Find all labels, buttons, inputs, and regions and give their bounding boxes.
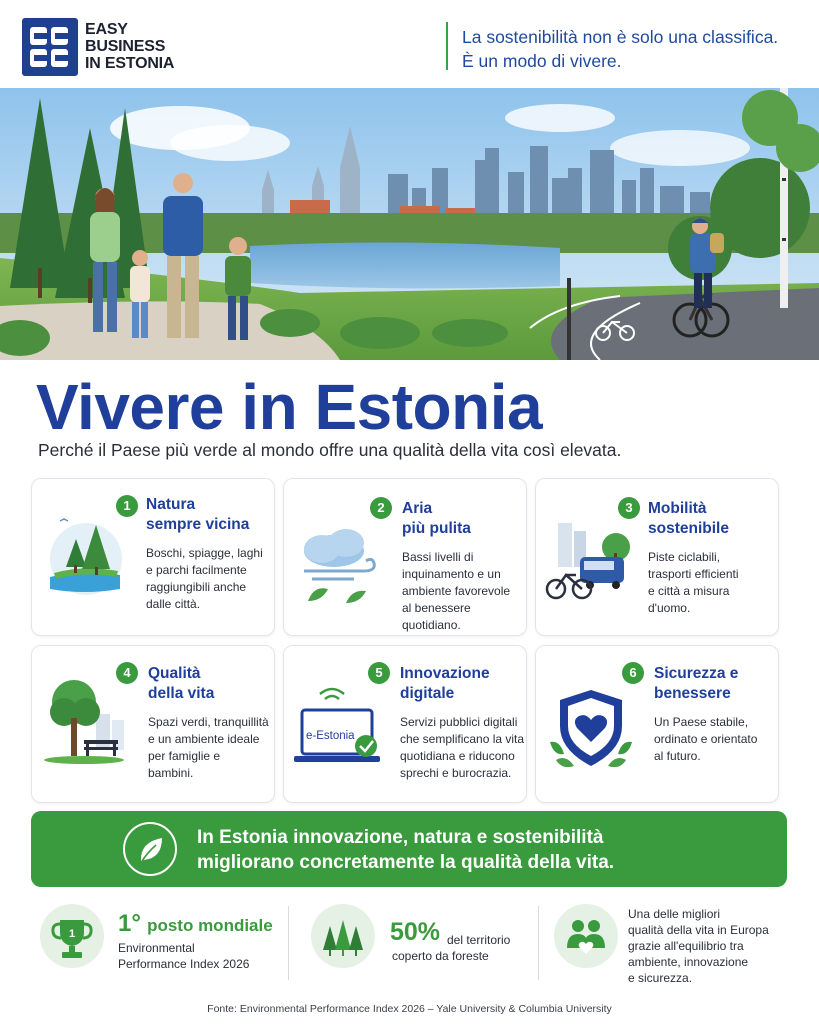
logo-icon [22, 18, 78, 76]
card-desc-line: al futuro. [654, 749, 701, 763]
feature-card-digital [283, 645, 527, 803]
leaf-icon [123, 822, 177, 876]
stat-rank-value: 1° [118, 910, 141, 937]
card-title [400, 664, 490, 704]
card-description [648, 549, 739, 617]
logo-line: BUSINESS [85, 38, 166, 55]
card-desc-line: Bassi livelli di [402, 550, 474, 564]
feature-card-safety [535, 645, 779, 803]
card-title [148, 664, 214, 704]
card-title-line: digitale [400, 685, 455, 702]
card-title-line: Natura [146, 496, 196, 513]
stat-divider [288, 906, 289, 980]
card-desc-line: per famiglie e [148, 749, 221, 763]
park-icon [42, 674, 132, 774]
card-title [402, 499, 471, 539]
stat-forest-text: coperto da foreste [392, 949, 489, 963]
trophy-icon [40, 904, 104, 968]
card-title-line: Sicurezza e [654, 665, 739, 682]
card-number-badge: 4 [116, 662, 138, 684]
card-desc-line: bambini. [148, 766, 194, 780]
logo-line: EASY [85, 21, 128, 38]
card-title-line: Aria [402, 500, 433, 517]
banner-line: migliorano concretamente la qualità della vita. [197, 852, 615, 873]
stat-quality-line: e sicurezza. [628, 971, 693, 985]
card-number-badge: 6 [622, 662, 644, 684]
card-description [400, 714, 524, 782]
card-desc-line: Piste ciclabili, [648, 550, 721, 564]
card-desc-line: d'uomo. [648, 601, 691, 615]
card-description [654, 714, 757, 765]
card-title-line: Mobilità [648, 500, 707, 517]
page-header [0, 0, 819, 88]
nature-icon [44, 509, 124, 603]
feature-card-quality [31, 645, 275, 803]
card-title-line: benessere [654, 685, 731, 702]
card-desc-line: Un Paese stabile, [654, 715, 749, 729]
trees-icon [311, 904, 375, 968]
feature-card-air [283, 478, 527, 636]
stat-rank [118, 911, 273, 939]
card-title [648, 499, 729, 539]
family-icon [554, 904, 618, 968]
card-number-badge: 3 [618, 497, 640, 519]
stat-rank-source-line: Environmental [118, 941, 195, 955]
card-description [146, 545, 263, 613]
stat-quality-line: grazie all'equilibrio tra [628, 939, 744, 953]
card-title-line: sempre vicina [146, 516, 250, 533]
stat-rank-source [118, 940, 249, 972]
card-desc-line: e parchi facilmente [146, 563, 247, 577]
card-desc-line: Spazi verdi, tranquillità [148, 715, 269, 729]
card-desc-line: raggiungibili anche [146, 580, 247, 594]
card-desc-line: ambiente favorevole [402, 584, 511, 598]
header-divider [446, 22, 448, 70]
card-desc-line: dalle città. [146, 597, 201, 611]
feature-card-mobility [535, 478, 779, 636]
feature-card-nature [31, 478, 275, 636]
laptop-screen-label: e-Estonia [306, 730, 355, 742]
svg-text:1: 1 [68, 928, 76, 940]
card-desc-line: trasporti efficienti [648, 567, 739, 581]
mobility-icon [544, 517, 634, 611]
tagline-line: La sostenibilità non è solo una classifica. [462, 27, 779, 47]
card-description [402, 549, 526, 634]
card-desc-line: quotidiana e riducono [400, 749, 515, 763]
card-desc-line: al benessere quotidiano. [402, 601, 471, 632]
card-title-line: Innovazione [400, 665, 490, 682]
stat-quality-line: ambiente, innovazione [628, 955, 749, 969]
stat-quality-line: Una delle migliori [628, 907, 721, 921]
stat-forest-text: del territorio [447, 933, 511, 947]
shield-heart-icon [546, 686, 636, 780]
logo-line: IN ESTONIA [85, 55, 175, 72]
card-desc-line: ordinato e orientato [654, 732, 758, 746]
stat-quality-line: qualità della vita in Europa [628, 923, 769, 937]
banner-line: In Estonia innovazione, natura e sostenibilità [197, 827, 604, 848]
card-number-badge: 5 [368, 662, 390, 684]
hero-illustration [0, 88, 819, 360]
card-number-badge: 2 [370, 497, 392, 519]
card-desc-line: sprechi e burocrazia. [400, 766, 512, 780]
card-desc-line: e un ambiente ideale [148, 732, 260, 746]
banner-text [197, 825, 614, 875]
card-desc-line: e città a misura [648, 584, 730, 598]
card-title [146, 495, 249, 535]
card-desc-line: Boschi, spiagge, laghi [146, 546, 263, 560]
stat-rank-source-line: Performance Index 2026 [118, 957, 250, 971]
card-title [654, 664, 738, 704]
card-desc-line: Servizi pubblici digitali [400, 715, 518, 729]
card-desc-line: inquinamento e un [402, 567, 501, 581]
tagline-line: È un modo di vivere. [462, 51, 622, 71]
clean-air-icon [294, 519, 384, 613]
card-desc-line: che semplificano la vita [400, 732, 525, 746]
logo-wordmark [85, 21, 174, 72]
source-footnote: Fonte: Environmental Performance Index 2026 – Yale University & Columbia University [207, 1003, 612, 1015]
stat-forest-value: 50% [390, 918, 441, 946]
page-title: Vivere in Estonia [36, 371, 543, 443]
card-description [148, 714, 269, 782]
card-title-line: più pulita [402, 520, 471, 537]
highlight-banner [31, 811, 787, 887]
stat-divider [538, 906, 539, 980]
page-subtitle: Perché il Paese più verde al mondo offre una qualità della vita così elevata. [38, 440, 622, 460]
stat-quality-text [628, 906, 769, 986]
card-title-line: Qualità [148, 665, 201, 682]
card-title-line: sostenibile [648, 520, 729, 537]
stat-rank-label: posto mondiale [147, 916, 273, 935]
card-title-line: della vita [148, 685, 215, 702]
card-number-badge: 1 [116, 495, 138, 517]
header-tagline [462, 25, 812, 73]
